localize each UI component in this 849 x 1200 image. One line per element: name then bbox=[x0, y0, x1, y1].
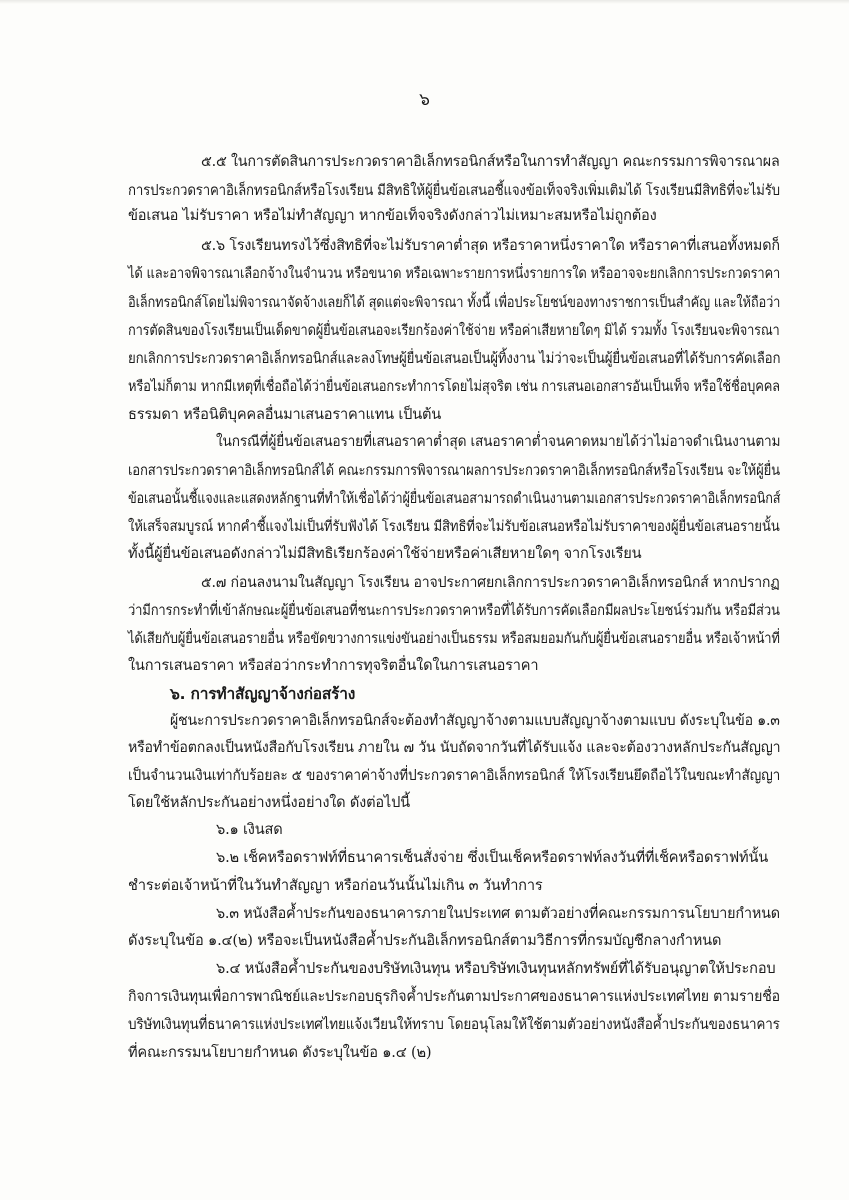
page-number: ๖ bbox=[419, 90, 430, 110]
para-6-1: ๖.๑ เงินสด bbox=[216, 821, 283, 838]
para-5-5-line-2: การประกวดราคาอิเล็กทรอนิกส์หรือโรงเรียน มีสิทธิให้ผู้ยื่นข้อเสนอชี้แจงข้อเท็จจริงเพิ่มเติมได้ โรงเรียนมีสิทธิที่จะไม่รับ bbox=[128, 182, 780, 199]
para-6-4-line-1: ๖.๔ หนังสือค้ำประกันของบริษัทเงินทุน หรือบริษัทเงินทุนหลักทรัพย์ที่ได้รับอนุญาตให้ประกอบ bbox=[216, 960, 776, 977]
para-6-4-line-2: กิจการเงินทุนเพื่อการพาณิชย์และประกอบธุรกิจค้ำประกันตามประกาศของธนาคารแห่งประเทศไทย ตามรายชื่อ bbox=[128, 988, 780, 1005]
para-6-line-1: ผู้ชนะการประกวดราคาอิเล็กทรอนิกส์จะต้องทำสัญญาจ้างตามแบบสัญญาจ้างตามแบบ ดังระบุในข้อ ๑.๓ bbox=[170, 712, 780, 729]
para-5-5-line-1: ๕.๕ ในการตัดสินการประกวดราคาอิเล็กทรอนิกส์หรือในการทำสัญญา คณะกรรมการพิจารณาผล bbox=[201, 153, 780, 170]
para-5-7-line-3: ได้เสียกับผู้ยื่นข้อเสนอรายอื่น หรือขัดขวางการแข่งขันอย่างเป็นธรรม หรือสมยอมกันกับผู้ยื่นข้อเสนอรายอื่น หรือเจ้าหน้าที่ bbox=[128, 630, 780, 647]
para-5-7-line-2: ว่ามีการกระทำที่เข้าลักษณะผู้ยื่นข้อเสนอที่ชนะการประกวดราคาหรือที่ได้รับการคัดเลือกมีผลประโยชน์ร่วมกัน หรือมีส่วน bbox=[128, 602, 780, 619]
section-6-heading: ๖. การทำสัญญาจ้างก่อสร้าง bbox=[170, 685, 356, 703]
para-6-3-line-1: ๖.๓ หนังสือค้ำประกันของธนาคารภายในประเทศ ตามตัวอย่างที่คณะกรรมการนโยบายกำหนด bbox=[216, 905, 780, 922]
para-5-6-line-5: ยกเลิกการประกวดราคาอิเล็กทรอนิกส์และลงโทษผู้ยื่นข้อเสนอเป็นผู้ทิ้งงาน ไม่ว่าจะเป็นผู้ยื่นข้อเสนอที่ได้รับการคัดเลือก bbox=[128, 350, 781, 367]
para-6-line-2: หรือทำข้อตกลงเป็นหนังสือกับโรงเรียน ภายใน ๗ วัน นับถัดจากวันที่ได้รับแจ้ง และจะต้องวางหลักประกันสัญญา bbox=[128, 739, 781, 756]
para-6-2-line-1: ๖.๒ เช็คหรือดราฟท์ที่ธนาคารเซ็นสั่งจ่าย ซึ่งเป็นเช็คหรือดราฟท์ลงวันที่ที่เช็คหรือดราฟท์นั้น bbox=[216, 849, 769, 866]
para-5-6-line-1: ๕.๖ โรงเรียนทรงไว้ซึ่งสิทธิที่จะไม่รับราคาต่ำสุด หรือราคาหนึ่งราคาใด หรือราคาที่เสนอทั้งหมดก็ bbox=[201, 237, 780, 254]
scan-edge bbox=[0, 0, 849, 4]
para-6-2-line-2: ชำระต่อเจ้าหน้าที่ในวันทำสัญญา หรือก่อนวันนั้นไม่เกิน ๓ วันทำการ bbox=[128, 877, 543, 894]
para-5-5-line-3: ข้อเสนอ ไม่รับราคา หรือไม่ทำสัญญา หากข้อเท็จจริงดังกล่าวไม่เหมาะสมหรือไม่ถูกต้อง bbox=[128, 207, 657, 224]
para-5-6b-line-2: เอกสารประกวดราคาอิเล็กทรอนิกส์ได้ คณะกรรมการพิจารณาผลการประกวดราคาอิเล็กทรอนิกส์หรือโรงเรียน จะให้ผู้ยื่น bbox=[128, 462, 780, 479]
para-5-6b-line-5: ทั้งนี้ผู้ยื่นข้อเสนอดังกล่าวไม่มีสิทธิเรียกร้องค่าใช้จ่ายหรือค่าเสียหายใดๆ จากโรงเรียน bbox=[128, 545, 642, 562]
para-5-6b-line-4: ให้เสร็จสมบูรณ์ หากคำชี้แจงไม่เป็นที่รับฟังได้ โรงเรียน มีสิทธิที่จะไม่รับข้อเสนอหรือไม่รับราคาของผู้ยื่นข้อเสนอรายนั้น bbox=[128, 518, 780, 535]
para-5-6b-line-1: ในกรณีที่ผู้ยื่นข้อเสนอรายที่เสนอราคาต่ำสุด เสนอราคาต่ำจนคาดหมายได้ว่าไม่อาจดำเนินงานตาม bbox=[216, 433, 781, 450]
para-5-6-line-7: ธรรมดา หรือนิติบุคคลอื่นมาเสนอราคาแทน เป็นต้น bbox=[128, 406, 442, 423]
para-5-7-line-4: ในการเสนอราคา หรือส่อว่ากระทำการทุจริตอื่นใดในการเสนอราคา bbox=[128, 657, 539, 674]
para-5-6-line-2: ได้ และอาจพิจารณาเลือกจ้างในจำนวน หรือขนาด หรือเฉพาะรายการหนึ่งรายการใด หรืออาจจะยกเลิกการประกวดราคา bbox=[128, 265, 781, 282]
para-6-4-line-3: บริษัทเงินทุนที่ธนาคารแห่งประเทศไทยแจ้งเวียนให้ทราบ โดยอนุโลมให้ใช้ตามตัวอย่างหนังสือค้ำประกันของธนาคาร bbox=[128, 1016, 780, 1033]
para-5-7-line-1: ๕.๗ ก่อนลงนามในสัญญา โรงเรียน อาจประกาศยกเลิกการประกวดราคาอิเล็กทรอนิกส์ หากปรากฏ bbox=[201, 574, 780, 591]
para-6-3-line-2: ดังระบุในข้อ ๑.๔(๒) หรือจะเป็นหนังสือค้ำประกันอิเล็กทรอนิกส์ตามวิธีการที่กรมบัญชีกลางกำหนด bbox=[128, 932, 722, 949]
para-6-line-4: โดยใช้หลักประกันอย่างหนึ่งอย่างใด ดังต่อไปนี้ bbox=[128, 794, 410, 811]
para-5-6-line-4: การตัดสินของโรงเรียนเป็นเด็ดขาดผู้ยื่นข้อเสนอจะเรียกร้องค่าใช้จ่าย หรือค่าเสียหายใดๆ มิได้ รวมทั้ง โรงเรียนจะพิจารณา bbox=[128, 322, 780, 339]
para-5-6-line-3: อิเล็กทรอนิกส์โดยไม่พิจารณาจัดจ้างเลยก็ได้ สุดแต่จะพิจารณา ทั้งนี้ เพื่อประโยชน์ของทางราชการเป็นสำคัญ และให้ถือว่า bbox=[128, 294, 781, 311]
para-6-line-3: เป็นจำนวนเงินเท่ากับร้อยละ ๕ ของราคาค่าจ้างที่ประกวดราคาอิเล็กทรอนิกส์ ให้โรงเรียนยึดถือไว้ในขณะทำสัญญา bbox=[128, 767, 781, 784]
para-5-6b-line-3: ข้อเสนอนั้นชี้แจงและแสดงหลักฐานที่ทำให้เชื่อได้ว่าผู้ยื่นข้อเสนอสามารถดำเนินงานตามเอกสารประกวดราคาอิเล็กทรอนิกส์ bbox=[128, 490, 781, 507]
para-6-4-line-4: ที่คณะกรรมนโยบายกำหนด ดังระบุในข้อ ๑.๔ (๒) bbox=[128, 1044, 432, 1061]
para-5-6-line-6: หรือไม่ก็ตาม หากมีเหตุที่เชื่อถือได้ว่ายื่นข้อเสนอกระทำการโดยไม่สุจริต เช่น การเสนอเอกสารอันเป็นเท็จ หรือใช้ชื่อบุคคล bbox=[128, 378, 780, 395]
